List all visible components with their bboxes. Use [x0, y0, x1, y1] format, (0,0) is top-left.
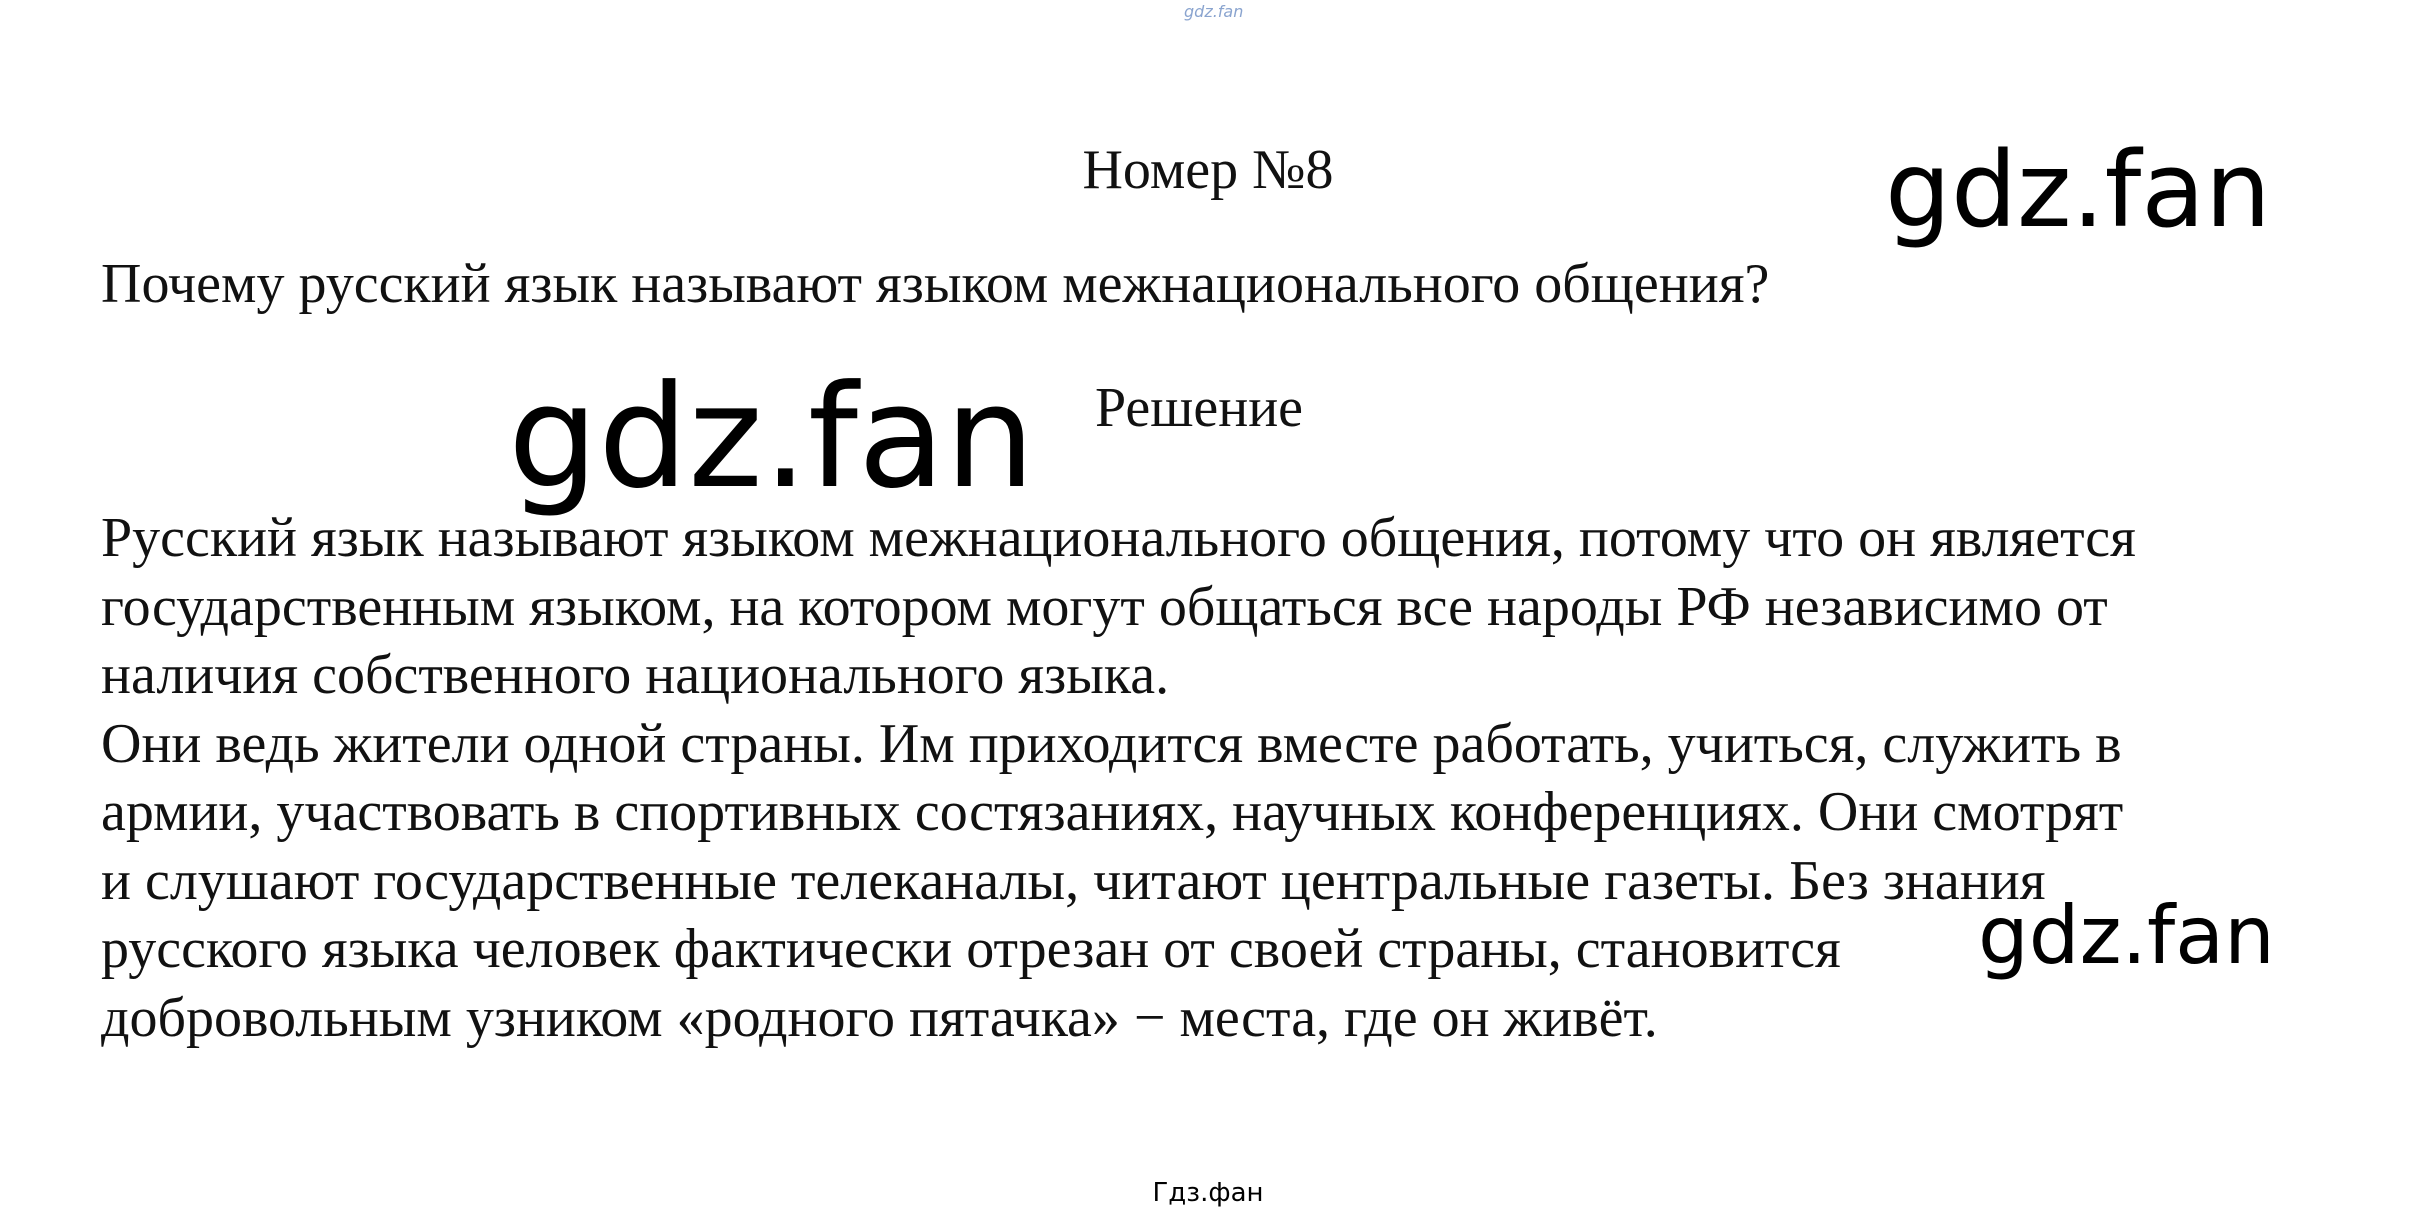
watermark: gdz.fan: [508, 355, 1035, 520]
answer-line: Русский язык называют языком межнационального общения, потому что он является: [101, 507, 2136, 569]
answer-line: добровольным узником «родного пятачка» − места, где он живёт.: [101, 986, 1658, 1049]
answer-line: армии, участвовать в спортивных состязаниях, научных конференциях. Они смотрят: [101, 781, 2124, 843]
answer-paragraph-2: [101, 710, 2391, 1053]
answer-line: государственным языком, на котором могут общаться все народы РФ независимо от: [101, 575, 2108, 638]
footer-site-name: Гдз.фан: [1152, 1178, 1264, 1208]
answer-line: наличия собственного национального языка.: [101, 644, 1170, 706]
answer-line: русского языка человек фактически отрезан от своей страны, становится: [101, 918, 1841, 980]
answer-line: Они ведь жители одной страны. Им приходится вместе работать, учиться, служить в: [101, 712, 2122, 775]
solution-label: Решение: [1095, 377, 1304, 439]
watermark: gdz.fan: [1978, 889, 2275, 982]
task-title: Номер №8: [1082, 139, 1334, 201]
answer-line: и слушают государственные телеканалы, читают центральные газеты. Без знания: [101, 849, 2046, 912]
site-mark-top: gdz.fan: [1184, 2, 1244, 21]
task-question: Почему русский язык называют языком межнационального общения?: [101, 253, 1770, 315]
watermark: gdz.fan: [1885, 129, 2271, 251]
answer-paragraph-1: [101, 504, 2391, 710]
